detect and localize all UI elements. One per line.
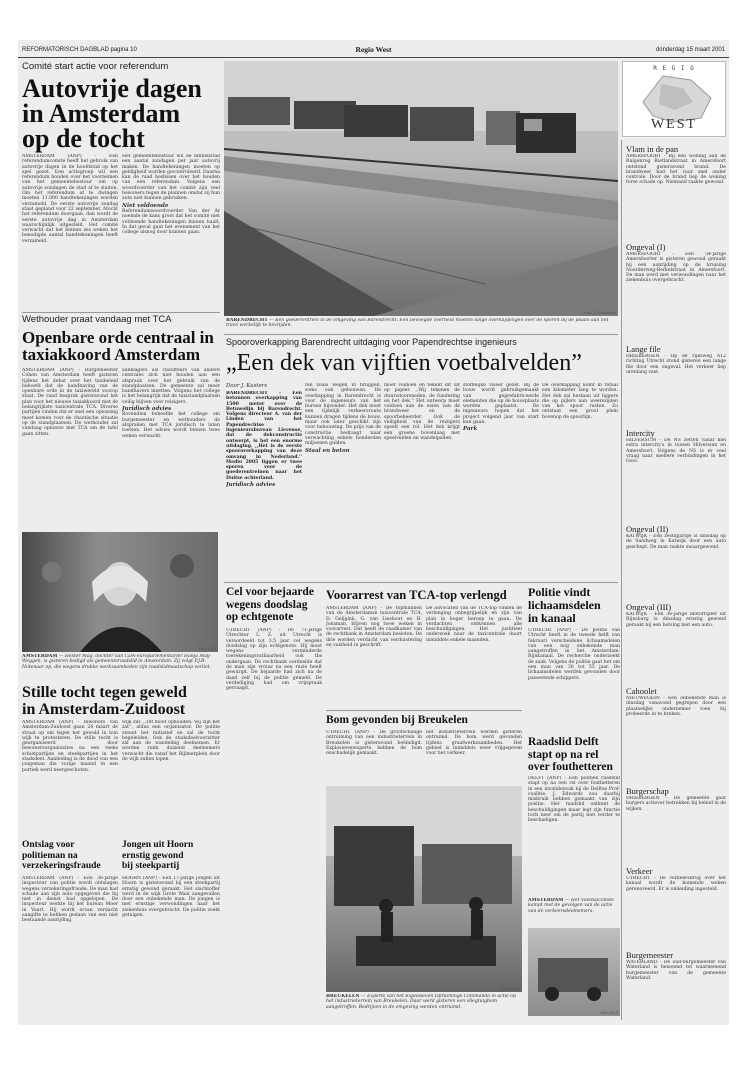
- art6-subhead: Juridisch advies: [226, 482, 276, 489]
- divider: [22, 312, 220, 313]
- divider: [224, 334, 618, 335]
- art1-headline: [22, 76, 218, 151]
- art1-text: AMSTERDAM (ANP) - Een referendumcomité heeft het gebruik van autovrije dagen in de hoofdstad op het spel gezet. Een actiegroep wil een referendum houden over het voornemen van het gemeentebestuur om op autovrije zondagen de stad af te sluiten. Om het referendum af te dwingen moeten 11.000 handtekeningen worden verzameld. De eerste autovrije zondag staat gepland voor 22 september. Mocht het referendum doorgaan, dan wordt de eerste autovrije dag in Amsterdam waarschijnlijk uitgesteld. Het comité verwacht dat het binnen zes weken het benodigde aantal handtekeningen heeft verzameld.: [22, 154, 118, 244]
- sidebar-item: [626, 602, 726, 686]
- art3-body-col2: [122, 720, 220, 832]
- van-photo-art: [528, 928, 620, 1016]
- masthead: [18, 44, 729, 56]
- art1-headline-line: op de tocht: [22, 124, 145, 153]
- sidebar: [626, 144, 726, 1020]
- art2-body-col2: [122, 368, 220, 524]
- sidebar-item: [626, 242, 726, 344]
- masthead-paper: REFORMATORISCH DAGBLAD pagina 10: [22, 47, 137, 53]
- train-photo-credit: Foto: J. Fokkeman: [583, 311, 616, 315]
- train-caption-place: BARENDRECHT: [226, 318, 268, 323]
- art9-text: het industrieterrein werden gisteren ontruimd. De bom werd gevonden tijdens graafwerkzaamheden. Het gebied is inmiddels weer vrijgegeven voor het verkeer.: [426, 730, 522, 757]
- train-caption-text: Een goederentrein in de omgeving van Barendrecht. Een bevoegde overheid moeten lange overkappingen over de sporen bij de plaats aan het tracé werkelijk te bevrijden.: [226, 318, 609, 329]
- art6-text: ten zoals wegen in bruggen, soms ook gebouwen. De overkapping in Barendrecht is voor de ingenieurs van het bureau bijzonder. Het dek moet een tijdelijk verkeersroute kunnen dragen tijdens de bouw, maar ook later geschikt zijn voor bebouwing. De prijs van de constructie bedraagt naar verwachting enkele honderden miljoenen gulden.: [305, 383, 381, 447]
- art8-body-col1: [326, 606, 422, 706]
- breukelen-photo-credit: Foto: ANP: [501, 987, 520, 991]
- art1-body-col1: [22, 154, 118, 306]
- sidebar-rule: [621, 140, 622, 1020]
- art6-body-col5: [542, 383, 618, 591]
- masthead-date: donderdag 15 maart 2001: [655, 47, 725, 53]
- art4-text: AMSTERDAM (ANP) - Een 36-jarige inspecteur van politie wordt ontslagen wegens verzekeringsfraude. De man had schade aan zijn auto opgegeven die hij niet in dienst had opgelopen. De inspecteur werkte bij het bureau Moer in Vaart. Hij wordt ervan verdacht aangifte te hebben gedaan van een niet bestaande aanrijding.: [22, 876, 118, 924]
- art11-headline-line: Raadslid Delft: [528, 736, 599, 748]
- divider: [326, 710, 522, 711]
- art1-headline-line: Autovrije dagen: [22, 74, 202, 103]
- sidebar-item-title: Lange file: [626, 344, 661, 354]
- sidebar-item-title: Verkeer: [626, 866, 653, 876]
- art2-text: aanklagers als chauffeurs van andere centrales zich niet houden aan een afspraak over het gebruik van de standplaatsen. De gemeente zal meer handhavers inzetten. Volgens het college is het belangrijk dat de taxistandplaatsen veilig blijven voor reizigers.: [122, 368, 220, 405]
- sidebar-item-title: Ongeval (II): [626, 524, 669, 534]
- van-photo-credit: Foto ANP: [600, 1011, 618, 1015]
- art2-headline-line: taxiakkoord Amsterdam: [22, 345, 201, 364]
- art7-text: UTRECHT (ANP) - De 71-jarige Utrechter L. Z. uit Utrecht is veroordeeld tot 3,5 jaar cel wegens doodslag op zijn echtgenote. Hij moet wegens verminderde toerekeningsvatbaarheid ook tbs ondergaan. De rechtbank oordeelde dat de man zijn vrouw na een ruzie heeft gewurgd. De bejaarde had zich na de daad zelf bij de politie gemeld. De verdediging had om vrijspraak gevraagd.: [226, 628, 322, 692]
- art4-body: [22, 876, 118, 1016]
- art6-text: BARENDRECHT - Een betonnen overkapping van 1500 meter over de Betuwelijn bij Barendrecht. Volgens directeur A. van der Linden van het Papendrechtse ingenieursbureau Lievense, dat de dekconstructie ontwerpt, is het een enorme uitdaging. ,,Het is de eerste spooroverkapping van deze omvang in Nederland.'' Medio 2005 liggen er twee sporen voor de goederentreinen naar het Duitse achterland.: [226, 391, 302, 481]
- sidebar-item: [626, 524, 726, 602]
- logo-word: WEST: [650, 117, 698, 132]
- art11-headline: [528, 736, 620, 774]
- council-photo-credit: Foto ANP: [198, 647, 216, 651]
- sidebar-item-text: WATERLAND - De oud-burgemeester van Waterland is benoemd tot waarnemend burgemeester van de gemeente Waterland.: [626, 960, 726, 981]
- art5-headline: [122, 840, 220, 872]
- art10-text: UTRECHT (ANP) - De politie van Utrecht heeft in de tweede helft van februari verscheidene lichaamsdelen van een nog onbekende man aangetroffen in het Amsterdam-Rijnkanaal. De recherche onderzoekt de zaak. Volgens de politie gaat het om een man van 30 tot 55 jaar. De lichaamsdelen werden gevonden door passerende schippers.: [528, 628, 620, 681]
- regio-west-logo: [622, 61, 726, 137]
- art11-text: DELFT (ANP) - Een politiek raadslid stapt op na een rel over fouthetteren in een invalidenvak bij de Delftse Prof-coalitie. J. Edwards zou daarbij misbruik hebben gemaakt van zijn positie. Het raadslid ontkent de beschuldigingen maar legt zijn functie toch neer om de partij niet verder te beschadigen.: [528, 776, 620, 824]
- art7-headline-line: op echtgenote: [226, 611, 294, 623]
- sidebar-item-text: HILVERSUM - De NS zetten vanaf mei extra intercity's in tussen Hilversum en Amersfoort. Volgens de NS is er veel vraag naar snellere verbindingen in het Gooi.: [626, 438, 726, 465]
- art7-headline: [226, 586, 322, 624]
- art4-headline: [22, 840, 118, 872]
- van-photo: [528, 928, 620, 1016]
- art3-body-col1: [22, 720, 118, 832]
- art11-caption-text: Het Voetbalcomité kampt met de gevolgen van de actie van de verkeersdeelnemers.: [528, 898, 614, 914]
- art5-headline-line: ernstig gewond: [122, 850, 184, 861]
- sidebar-item: [626, 686, 726, 786]
- sidebar-item-text: KATWIJK - Een 36-jarige motorrijder uit Rijnsburg is dinsdag ernstig gewond geraakt bij een botsing met een auto.: [626, 612, 726, 628]
- art10-headline-line: Politie vindt: [528, 585, 591, 599]
- art1-kicker: Comité start actie voor referendum: [22, 61, 169, 72]
- art6-body-col3: [384, 383, 460, 591]
- breukelen-caption-text: Experts van het Explosieven Opruimings Commando in actie op het industrieterrein van Breukelen. Daar werd gisteren een vliegtuigbom aangetroffen. Bedrijven in de omgeving werden ontruimd.: [326, 994, 516, 1010]
- art5-headline-line: bij steekpartij: [122, 861, 180, 871]
- art1-body-col2: [122, 154, 220, 306]
- art3-headline-line: Stille tocht tegen geweld: [22, 684, 187, 701]
- art10-headline-line: in kanaal: [528, 611, 576, 625]
- art6-body-col2: [305, 383, 381, 591]
- art9-body-col2: [426, 730, 522, 780]
- sidebar-item: [626, 866, 726, 950]
- art4-headline-line: verzekeringsfraude: [22, 861, 101, 871]
- art9-text: UTRECHT (ANP) - De grootschalige ontruiming van een industrieterrein in Breukelen is gisteravond beëindigd. Explosievenexperts hebben de bom onschadelijk gemaakt.: [326, 730, 422, 757]
- art6-text: stoffelijke visser gezet. Bij de bouw wordt gebruikgemaakt van geprefabriceerde elementen die op de bouwplaats worden geplaatst. De ingenieurs hopen dat het project volgend jaar van start kan gaan.: [463, 383, 539, 426]
- art8-headline: Voorarrest van TCA-top verlengd: [326, 588, 507, 602]
- art5-headline-line: Jongen uit Hoorn: [122, 840, 194, 850]
- art7-body: [226, 628, 322, 808]
- council-caption-text: Hester Maij, dochter van CDA-europarlementariër Hanja Maij-Weggen, is gisteren bedigd als gemeenteraadslid in Amsterdam. Zij volgt P.J.R. Notenaar op, die wegens drukke werkzaamheden zijn raadslidmaatschap verliet.: [22, 654, 212, 670]
- sidebar-item-title: Ongeval (III): [626, 602, 672, 612]
- sidebar-item-title: Burgerschap: [626, 786, 669, 796]
- breukelen-photo: [326, 786, 522, 992]
- sidebar-item-text: NIEUWEGEIN - Een onbekende man is dinsdag vanavond gegrepen door een plaatselijke ondernemer toen hij probeerde in te breken.: [626, 696, 726, 717]
- art4-headline-line: politieman na: [22, 850, 78, 861]
- art10-body: [528, 628, 620, 728]
- art7-headline-line: Cel voor bejaarde: [226, 586, 314, 598]
- breukelen-caption-place: BREUKELEN: [326, 994, 360, 999]
- sidebar-item: [626, 428, 726, 524]
- art2-text: AMSTERDAM (ANP) - Burgemeester Cohen van Amsterdam heeft gisteren tijdens het debat over het taxibeleid behoefd dat de handhaving van de openbare orde in de taxiwereld voorop staat. De raad besprak gisteravond het plan voor het nieuwe taxiakkoord met de belangrijkste taxicentrale TCA. Diverse partijen vinden dat er snel een oplossing moet komen voor de chaotische situatie op de standplaatsen. De wethouder zal vandaag opnieuw met TCA om de tafel gaan zitten.: [22, 368, 118, 437]
- art6-text: De overkapping komt in totaal een kilometer lang te worden. Het dek zal bestaan uit liggers die op pijlers aan weerszijden van het spoor rusten. Zo ontstaat een groot plein bovenop de spoorlijn.: [542, 383, 618, 420]
- art2-body-col1: [22, 368, 118, 524]
- train-photo: [224, 61, 618, 316]
- sidebar-item-title: Burgemeester: [626, 950, 674, 960]
- sidebar-item-text: KATWIJK - Een zestigjarige is dinsdag op de Sandweg in Katwijk door een auto geschept. De man raakte zwaargewond.: [626, 534, 726, 550]
- train-caption: BARENDRECHT — Een goederentrein in de omgeving van Barendrecht. Een bevoegde overheid moeten lange overkappingen over de sporen bij de plaats aan het tracé werkelijk te bevrijden.: [226, 318, 609, 329]
- art6-body-col1: [226, 391, 302, 591]
- sidebar-item-text: AMERSFOORT - Bij een woning aan de Ruigenrog Rietlandstraat in Amersfoort ontstond gisteravond brand. De brandweer had het vuur snel onder controle. Door de brand liep de woning forse schade op. Niemand raakte gewond.: [626, 154, 726, 186]
- art1-subhead: Niet voldoende: [122, 202, 169, 209]
- logo-letters: R E G I O: [653, 65, 695, 72]
- art6-subhead: Park: [463, 426, 478, 433]
- council-photo: [22, 532, 218, 652]
- art5-body: [122, 876, 220, 1016]
- art11-headline-line: over fouthetteren: [528, 761, 613, 773]
- council-photo-art: [22, 532, 218, 652]
- art6-byline: Door J. Kusters: [226, 383, 268, 389]
- sidebar-item-title: Intercity: [626, 428, 655, 438]
- art10-headline: [528, 586, 620, 625]
- art8-text: De advocaten van de TCA-top vinden de verlenging onbegrijpelijk en zijn van plan in hoger beroep te gaan. De verdachten ontkennen alle beschuldigingen. Het justitieel onderzoek naar de taxicentrale duurt inmiddels enkele maanden.: [426, 606, 522, 643]
- art8-text: AMSTERDAM (ANP) - De topmannen van de Amsterdamse taxicentrale TCA, D. Geljgink, G. van Lieshout en H. Jonsman, blijven nog twee weken in voorarrest. Dat heeft de raadkamer van de rechtbank in Amsterdam besloten. De drie worden verdacht van verduistering en valsheid in geschrift.: [326, 606, 422, 649]
- art3-headline-line: in Amsterdam-Zuidoost: [22, 701, 186, 718]
- sidebar-item-text: UTRECHT - De verkeersbrug over het kanaal wordt de komende weken gerenoveerd. Er is omleiding ingesteld.: [626, 876, 726, 892]
- masthead-rule: [18, 57, 729, 58]
- art2-subhead: Juridisch advies: [122, 406, 172, 413]
- art3-text: wijk zat. ,,Dit moet ophouden, wij zijn het zat'', aldus een organisator. De politie steunt het initiatief en zal de tocht begeleiden. Ook de stadsdeelvoorzitter zal aan de wandeling deelnemen. Er worden ruim duizend deelnemers verwacht die vanaf het Bijlmerplein door de wijk zullen lopen.: [122, 720, 220, 763]
- art3-text: AMSTERDAM (ANP) - Inwoners van Amsterdam-Zuidoost gaan 24 maart de straat op om tegen het geweld in hun wijk te protesteren. De stille tocht is georganiseerd door bewonersorganisaties na een reeks schietpartijen en steekpartijen in het stadsdeel. Aanleiding is de dood van een jongeman die vorige maand in een portiek werd neergeschoten.: [22, 720, 118, 773]
- art5-text: HOORN (ANP) - Een 17-jarige jongen uit Hoorn is gisteravond bij een steekpartij ernstig gewond geraakt. Het slachtoffer werd in de wijk Grote Waal aangevallen door een onbekende man. De jongen is met ernstige verwondingen naar het ziekenhuis overgebracht. De politie zoekt getuigen.: [122, 876, 220, 919]
- art1-text: Referendumwoordvoerder Van der Ar noemde de kans groot dat het comité niet voldoende handtekeningen binnen haalt. In dat geval gaat het evenement van het college alsnog door kunnen gaan.: [122, 208, 220, 236]
- sidebar-item-title: Ongeval (I): [626, 242, 666, 252]
- divider: [224, 582, 618, 583]
- art10-headline-line: lichaamsdelen: [528, 598, 601, 612]
- art7-headline-line: wegens doodslag: [226, 598, 308, 611]
- sidebar-item-text: AMERSFOORT - Een 54-jarige Amersfoorter is gisteren gewond geraakt bij een aanrijding op de kruising Noorderweg-Berkelstraat in Amersfoort. De man werd met verwondingen naar het ziekenhuis overgebracht.: [626, 252, 726, 284]
- art9-headline: Bom gevonden bij Breukelen: [326, 714, 468, 726]
- sidebar-item: [626, 786, 726, 866]
- art6-subhead: Staal en beton: [305, 447, 350, 454]
- art11-headline-line: stapt op na rel: [528, 748, 599, 761]
- train-photo-art: [224, 61, 618, 316]
- masthead-section: Regio West: [355, 45, 392, 54]
- sidebar-item-text: DRIEBERGEN - Op de rijksweg A12 richting Utrecht stond gisteren een lange file door een ongeval. Het verkeer liep urenlang vast.: [626, 354, 726, 375]
- art2-headline-line: Openbare orde centraal in: [22, 328, 214, 347]
- art4-headline-line: Ontslag voor: [22, 840, 75, 850]
- art11-caption: AMSTERDAM — Het Voetbalcomité kampt met de gevolgen van de actie van de verkeersdeelnemers.: [528, 898, 614, 914]
- art1-text: Het gemeentebestuur wil de binnenstad een aantal zondagen per jaar autovrij maken. De handtekeningen moeten op geldigheid worden gecontroleerd. Daarna kan de raad beslissen over het houden van een referendum. Volgens een woordvoerder van het comité zijn veel bewoners tegen de plannen omdat zij hun auto niet kunnen gebruiken.: [122, 154, 220, 202]
- sidebar-item: [626, 144, 726, 242]
- sidebar-item: [626, 950, 726, 1020]
- art2-kicker: Wethouder praat vandaag met TCA: [22, 314, 172, 325]
- council-caption: AMSTERDAM — Hester Maij, dochter van CDA-europarlementariër Hanja Maij-Weggen, is gisteren bedigd als gemeenteraadslid in Amsterdam. Zij volgt P.J.R. Notenaar op, die wegens drukke werkzaamheden zijn raadslidmaatschap verliet.: [22, 654, 212, 670]
- art11-caption-place: AMSTERDAM: [528, 898, 564, 903]
- art2-headline: [22, 329, 220, 363]
- art1-headline-line: in Amsterdam: [22, 99, 181, 128]
- art11-body: [528, 776, 620, 896]
- art3-headline: [22, 684, 220, 718]
- sidebar-item-text: DRIEBERGEN - De gemeente gaat burgers actiever betrekken bij beleid in de wijken.: [626, 796, 726, 812]
- sidebar-item-title: Vlam in de pan: [626, 144, 679, 154]
- sidebar-item-title: Cahoolet: [626, 686, 657, 696]
- art2-text: Bovendien behoefde het college om burgemeester en wethouders de afspraken met TCA juridisch te laten toetsen. Het advies wordt binnen twee weken verwacht.: [122, 412, 220, 439]
- sidebar-item: [626, 344, 726, 428]
- art9-body-col1: [326, 730, 422, 780]
- art6-headline: „Een dek van vijftien voetbalvelden”: [226, 350, 582, 376]
- breukelen-photo-art: [326, 786, 522, 992]
- art8-body-col2: [426, 606, 522, 706]
- council-caption-place: AMSTERDAM: [22, 654, 58, 659]
- art6-body-col4: [463, 383, 539, 591]
- art6-kicker: Spooroverkapping Barendrecht uitdaging voor Papendrechtse ingenieurs: [226, 337, 517, 347]
- breukelen-caption: BREUKELEN — Experts van het Explosieven Opruimings Commando in actie op het industrieterrein van Breukelen. Daar werd gisteren een vliegtuigbom aangetroffen. Bedrijven in de omgeving werden ontruimd.: [326, 994, 516, 1010]
- art6-text: moet voldoen en tekent dit uit op papier. ,,Wij tekenen de dwarsdoorsneden, de fundering en het dek.'' Het ontwerp moet voldoen aan de eisen van de brandweer en de spoorbeheerder. Ook de veiligheid van de reizigers speelt een rol. Het dek krijgt een groene bovenlaag met speelvelden en wandelpaden.: [384, 383, 460, 441]
